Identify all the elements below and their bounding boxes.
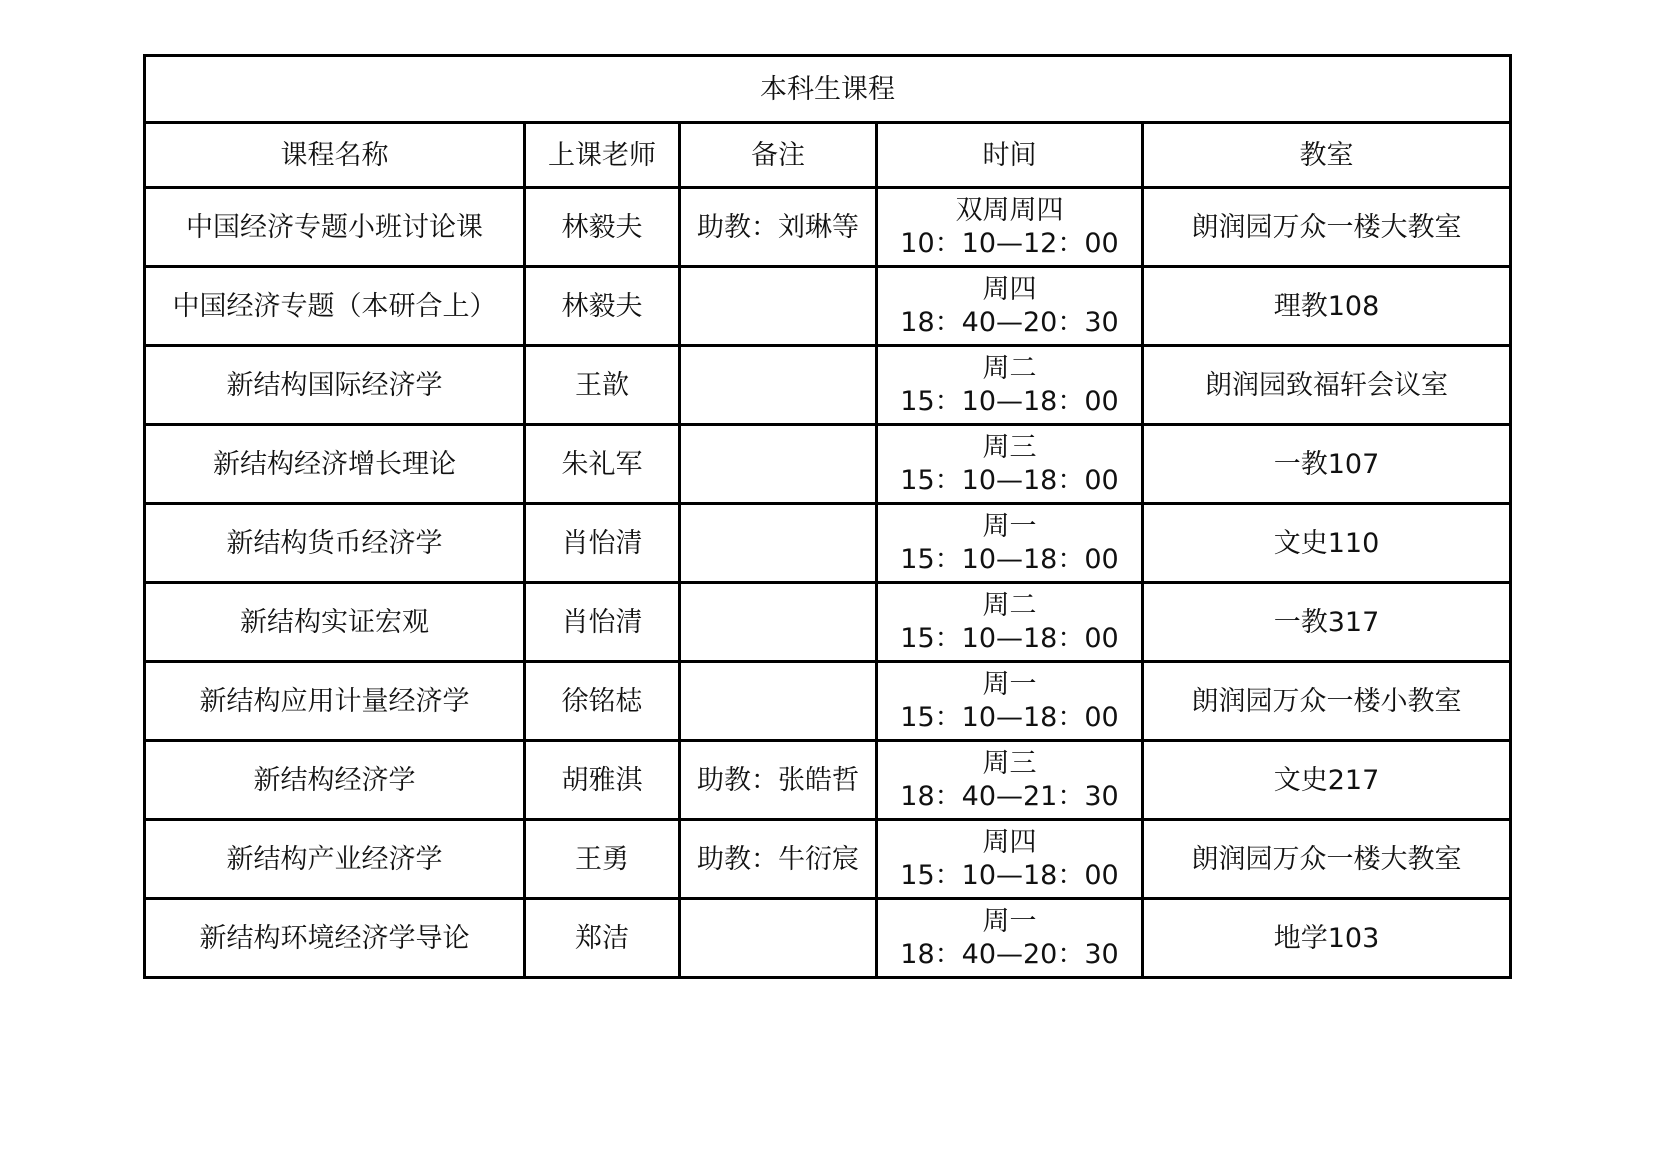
teacher-cell: 肖怡清 <box>525 504 680 583</box>
teacher-cell: 郑洁 <box>525 899 680 978</box>
time-day: 周一 <box>982 669 1037 700</box>
time-cell <box>877 583 1143 662</box>
room-cell: 朗润园万众一楼小教室 <box>1143 662 1511 741</box>
time-cell <box>877 820 1143 899</box>
table-row <box>145 504 1511 583</box>
table-title: 本科生课程 <box>145 56 1511 123</box>
time-range: 15：10—18：00 <box>900 860 1119 891</box>
course-name-cell: 新结构应用计量经济学 <box>145 662 525 741</box>
teacher-cell: 朱礼军 <box>525 425 680 504</box>
room-cell: 文史110 <box>1143 504 1511 583</box>
time-cell <box>877 188 1143 267</box>
header-time: 时间 <box>877 123 1143 188</box>
course-name-cell: 新结构国际经济学 <box>145 346 525 425</box>
room-cell: 理教108 <box>1143 267 1511 346</box>
course-name-cell: 新结构实证宏观 <box>145 583 525 662</box>
teacher-cell: 王勇 <box>525 820 680 899</box>
time-range: 15：10—18：00 <box>900 465 1119 496</box>
time-day: 周二 <box>982 590 1037 621</box>
time-cell <box>877 346 1143 425</box>
table-row <box>145 899 1511 978</box>
header-room: 教室 <box>1143 123 1511 188</box>
note-cell <box>680 425 877 504</box>
note-cell: 助教：牛衍宸 <box>680 820 877 899</box>
time-day: 周三 <box>982 748 1037 779</box>
time-cell <box>877 899 1143 978</box>
room-cell: 朗润园万众一楼大教室 <box>1143 188 1511 267</box>
note-cell <box>680 267 877 346</box>
note-cell <box>680 899 877 978</box>
time-day: 周一 <box>982 511 1037 542</box>
table-row <box>145 741 1511 820</box>
table-row <box>145 583 1511 662</box>
course-schedule-sheet <box>143 54 1509 979</box>
time-cell <box>877 741 1143 820</box>
table-row <box>145 346 1511 425</box>
time-day: 周四 <box>982 827 1037 858</box>
time-range: 18：40—20：30 <box>900 939 1119 970</box>
teacher-cell: 徐铭梽 <box>525 662 680 741</box>
teacher-cell: 林毅夫 <box>525 267 680 346</box>
table-row <box>145 188 1511 267</box>
note-cell: 助教：刘琳等 <box>680 188 877 267</box>
table-row <box>145 425 1511 504</box>
room-cell: 地学103 <box>1143 899 1511 978</box>
time-range: 18：40—20：30 <box>900 307 1119 338</box>
course-name-cell: 新结构产业经济学 <box>145 820 525 899</box>
time-range: 18：40—21：30 <box>900 781 1119 812</box>
time-day: 双周周四 <box>955 195 1064 226</box>
table-title-row <box>145 56 1511 123</box>
teacher-cell: 胡雅淇 <box>525 741 680 820</box>
time-cell <box>877 267 1143 346</box>
course-name-cell: 新结构环境经济学导论 <box>145 899 525 978</box>
time-cell <box>877 662 1143 741</box>
note-cell <box>680 346 877 425</box>
note-cell: 助教：张皓哲 <box>680 741 877 820</box>
note-cell <box>680 504 877 583</box>
table-row <box>145 662 1511 741</box>
time-cell <box>877 425 1143 504</box>
time-day: 周二 <box>982 353 1037 384</box>
header-note: 备注 <box>680 123 877 188</box>
teacher-cell: 肖怡清 <box>525 583 680 662</box>
time-range: 15：10—18：00 <box>900 702 1119 733</box>
table-row <box>145 820 1511 899</box>
course-table <box>143 54 1512 979</box>
room-cell: 一教317 <box>1143 583 1511 662</box>
course-name-cell: 新结构经济增长理论 <box>145 425 525 504</box>
time-day: 周四 <box>982 274 1037 305</box>
time-day: 周三 <box>982 432 1037 463</box>
time-range: 15：10—18：00 <box>900 623 1119 654</box>
note-cell <box>680 583 877 662</box>
course-name-cell: 新结构经济学 <box>145 741 525 820</box>
teacher-cell: 王歆 <box>525 346 680 425</box>
course-name-cell: 中国经济专题小班讨论课 <box>145 188 525 267</box>
course-name-cell: 新结构货币经济学 <box>145 504 525 583</box>
header-teacher: 上课老师 <box>525 123 680 188</box>
time-range: 15：10—18：00 <box>900 386 1119 417</box>
room-cell: 朗润园致福轩会议室 <box>1143 346 1511 425</box>
room-cell: 朗润园万众一楼大教室 <box>1143 820 1511 899</box>
time-day: 周一 <box>982 906 1037 937</box>
time-range: 10：10—12：00 <box>900 228 1119 259</box>
table-header-row <box>145 123 1511 188</box>
course-name-cell: 中国经济专题（本研合上） <box>145 267 525 346</box>
teacher-cell: 林毅夫 <box>525 188 680 267</box>
room-cell: 文史217 <box>1143 741 1511 820</box>
header-course-name: 课程名称 <box>145 123 525 188</box>
time-range: 15：10—18：00 <box>900 544 1119 575</box>
note-cell <box>680 662 877 741</box>
room-cell: 一教107 <box>1143 425 1511 504</box>
table-row <box>145 267 1511 346</box>
time-cell <box>877 504 1143 583</box>
